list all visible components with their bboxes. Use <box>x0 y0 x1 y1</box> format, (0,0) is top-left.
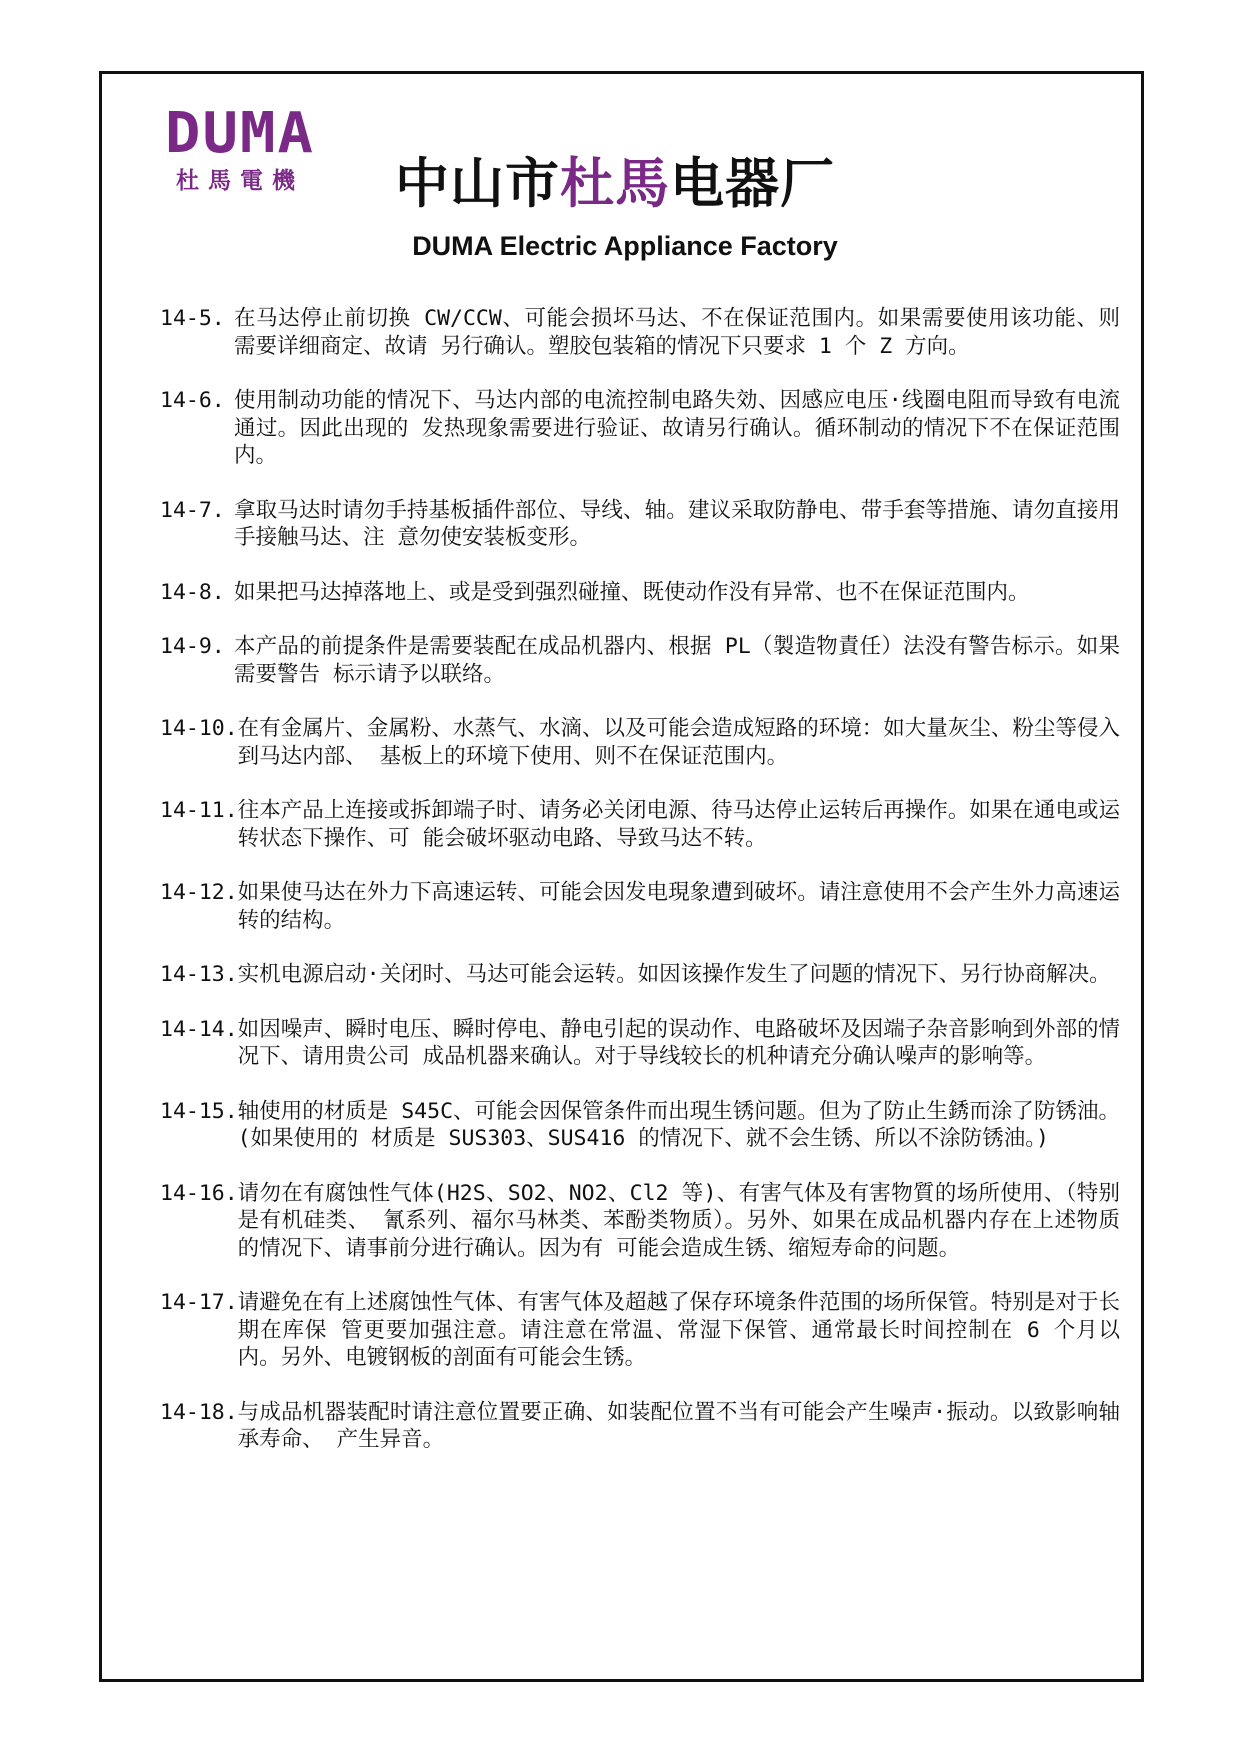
item-number: 14-7. <box>160 497 225 523</box>
list-item <box>160 879 1120 934</box>
item-number: 14-15. <box>160 1098 238 1124</box>
item-number: 14-9. <box>160 634 225 659</box>
list-item <box>160 579 1120 607</box>
item-text: 实机电源启动·关闭时、马达可能会运转。如因该操作发生了问题的情况下、另行协商解决。 <box>237 962 1111 987</box>
list-item <box>160 1289 1120 1372</box>
item-text: 轴使用的材质是 S45C、可能会因保管条件而出現生锈问题。但为了防止生銹而涂了防锈油。(如果使用的 材质是 SUS303、SUS416 的情况下、就不会生锈、所以不涂防锈油。) <box>237 1098 1120 1151</box>
notes-list <box>160 305 1120 1481</box>
list-item <box>160 715 1120 770</box>
item-text: 请勿在有腐蚀性气体(H2S、SO2、NO2、Cl2 等)、有害气体及有害物質的场所使用、（特别是有机硅类、 氰系列、福尔马林类、苯酚类物质）。另外、如果在成品机器内存在上述物质的情况下、请事前分进行确认。因为有 可能会造成生锈、缩短寿命的问题。 <box>237 1180 1120 1261</box>
item-text: 往本产品上连接或拆卸端子时、请务必关闭电源、待马达停止运转后再操作。如果在通电或运转状态下操作、可 能会破坏驱动电路、导致马达不转。 <box>237 798 1120 851</box>
company-name-chinese <box>395 152 835 216</box>
item-text: 与成品机器装配时请注意位置要正确、如装配位置不当有可能会产生噪声·振动。以致影响轴承寿命、 产生异音。 <box>237 1399 1120 1452</box>
item-text: 请避免在有上述腐蚀性气体、有害气体及超越了保存环境条件范围的场所保管。特别是对于长期在库保 管更要加强注意。请注意在常温、常湿下保管、通常最长时间控制在 6 个月以内。另外、电镀钢板的剖面有可能会生锈。 <box>237 1290 1120 1370</box>
item-number: 14-14. <box>160 1016 238 1042</box>
item-text: 在马达停止前切换 CW/CCW、可能会损坏马达、不在保证范围内。如果需要使用该功能、则需要详细商定、故请 另行确认。塑胶包装箱的情况下只要求 1 个 Z 方向。 <box>234 306 1120 359</box>
list-item <box>160 633 1120 688</box>
company-name-suffix: 电器厂 <box>670 152 835 215</box>
item-text: 如因噪声、瞬时电压、瞬时停电、静电引起的误动作、电路破坏及因端子杂音影响到外部的情况下、请用贵公司 成品机器来确认。对于导线较长的机种请充分确认噪声的影响等。 <box>237 1016 1120 1069</box>
item-number: 14-8. <box>160 579 225 605</box>
company-name-brand: 杜馬 <box>560 152 670 215</box>
list-item <box>160 387 1120 470</box>
list-item <box>160 961 1120 989</box>
item-number: 14-16. <box>160 1180 238 1206</box>
item-text: 如果使马达在外力下高速运转、可能会因发电現象遭到破坏。请注意使用不会产生外力高速运转的结构。 <box>237 880 1120 933</box>
item-number: 14-12. <box>160 880 238 905</box>
item-number: 14-17. <box>160 1290 238 1315</box>
item-text: 本产品的前提条件是需要装配在成品机器内、根据 PL（製造物責任）法没有警告标示。如果需要警告 标示请予以联络。 <box>234 634 1120 687</box>
item-number: 14-18. <box>160 1399 238 1425</box>
list-item <box>160 1016 1120 1071</box>
list-item <box>160 497 1120 552</box>
list-item <box>160 1098 1120 1153</box>
company-name-prefix: 中山市 <box>395 152 560 215</box>
item-number: 14-13. <box>160 962 238 987</box>
item-text: 在有金属片、金属粉、水蒸气、水滴、以及可能会造成短路的环境：如大量灰尘、粉尘等侵入到马达内部、 基板上的环境下使用、则不在保证范围内。 <box>237 716 1120 769</box>
item-text: 如果把马达掉落地上、或是受到强烈碰撞、既使动作没有异常、也不在保证范围内。 <box>234 579 1030 605</box>
list-item <box>160 305 1120 360</box>
item-number: 14-5. <box>160 306 225 331</box>
list-item <box>160 797 1120 852</box>
item-text: 拿取马达时请勿手持基板插件部位、导线、轴。建议采取防静电、带手套等措施、请勿直接用手接触马达、注 意勿使安装板变形。 <box>234 497 1120 550</box>
item-number: 14-6. <box>160 388 225 413</box>
list-item <box>160 1180 1120 1263</box>
logo-subtitle: 杜馬電機 <box>176 168 304 194</box>
logo-wordmark: DUMA <box>164 101 315 166</box>
item-number: 14-10. <box>160 716 238 741</box>
list-item <box>160 1399 1120 1454</box>
company-name-english: DUMA Electric Appliance Factory <box>412 231 838 261</box>
item-number: 14-11. <box>160 798 238 823</box>
company-logo <box>150 101 330 195</box>
item-text: 使用制动功能的情况下、马达内部的电流控制电路失効、因感应电压·线圈电阻而导致有电流通过。因此出现的 发热现象需要进行验证、故请另行确认。循环制动的情况下不在保证范围内。 <box>234 388 1120 468</box>
